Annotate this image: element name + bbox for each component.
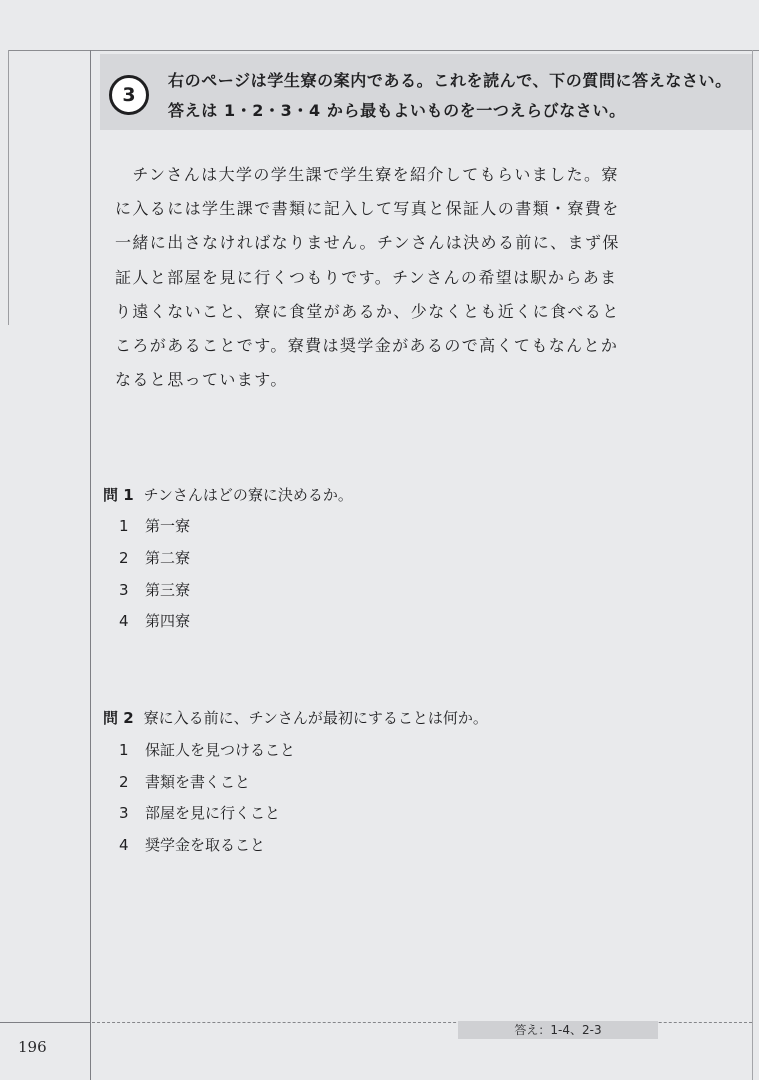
option-number: 1 xyxy=(119,741,129,759)
passage-line: り遠くないこと、寮に食堂があるか、少なくとも近くに食べると xyxy=(115,301,620,321)
instruction-text-line-2: 答えは 1・2・3・4 から最もよいものを一つえらびなさい。 xyxy=(168,101,626,120)
reading-passage xyxy=(115,158,675,397)
passage-line: なると思っています。 xyxy=(115,370,288,390)
content-left-border xyxy=(90,50,91,1080)
option-number: 1 xyxy=(119,517,129,535)
top-rule xyxy=(8,50,759,51)
option-number: 3 xyxy=(119,804,129,822)
question-1-text: チンさんはどの寮に決めるか。 xyxy=(143,486,353,504)
option-number: 4 xyxy=(119,836,129,854)
passage-line: 証人と部屋を見に行くつもりです。チンさんの希望は駅からあま xyxy=(115,267,618,287)
question-2-option-4 xyxy=(119,834,265,855)
question-2-label: 問 2 xyxy=(103,709,134,727)
passage-line: チンさんは大学の学生課で学生寮を紹介してもらいました。寮 xyxy=(115,165,619,184)
question-1 xyxy=(103,484,353,505)
question-2-option-2 xyxy=(119,771,250,792)
option-number: 4 xyxy=(119,612,129,630)
passage-line: 一緒に出さなければなりません。チンさんは決める前に、まず保 xyxy=(115,233,620,253)
option-number: 2 xyxy=(119,549,129,567)
content-right-border xyxy=(752,50,753,1080)
option-text: 部屋を見に行くこと xyxy=(145,804,281,822)
question-2-option-3 xyxy=(119,802,280,823)
passage-line: に入るには学生課で書類に記入して写真と保証人の書類・寮費を xyxy=(115,199,620,219)
question-1-option-1 xyxy=(119,515,190,536)
page-number: 196 xyxy=(18,1038,47,1056)
option-text: 奨学金を取ること xyxy=(145,836,266,854)
page-number-rule xyxy=(0,1022,90,1023)
instruction-text-line-1: 右のページは学生寮の案内である。これを読んで、下の質問に答えなさい。 xyxy=(168,71,732,90)
option-number: 3 xyxy=(119,581,129,599)
option-number: 2 xyxy=(119,773,129,791)
question-1-label: 問 1 xyxy=(103,486,134,504)
option-text: 第一寮 xyxy=(145,517,191,535)
option-text: 保証人を見つけること xyxy=(145,741,296,759)
question-1-option-2 xyxy=(119,547,190,568)
option-text: 書類を書くこと xyxy=(145,773,251,791)
question-2-text: 寮に入る前に、チンさんが最初にすることは何か。 xyxy=(143,709,488,727)
option-text: 第三寮 xyxy=(145,581,191,599)
passage-line: ころがあることです。寮費は奨学金があるので高くてもなんとか xyxy=(115,336,619,356)
question-2 xyxy=(103,707,488,728)
question-1-option-4 xyxy=(119,610,190,631)
exercise-number-badge: 3 xyxy=(109,75,149,115)
option-text: 第四寮 xyxy=(145,612,191,630)
question-2-option-1 xyxy=(119,739,295,760)
margin-line xyxy=(8,50,9,325)
option-text: 第二寮 xyxy=(145,549,191,567)
question-1-option-3 xyxy=(119,579,190,600)
answer-key: 答え：1-4、2-3 xyxy=(458,1021,658,1039)
